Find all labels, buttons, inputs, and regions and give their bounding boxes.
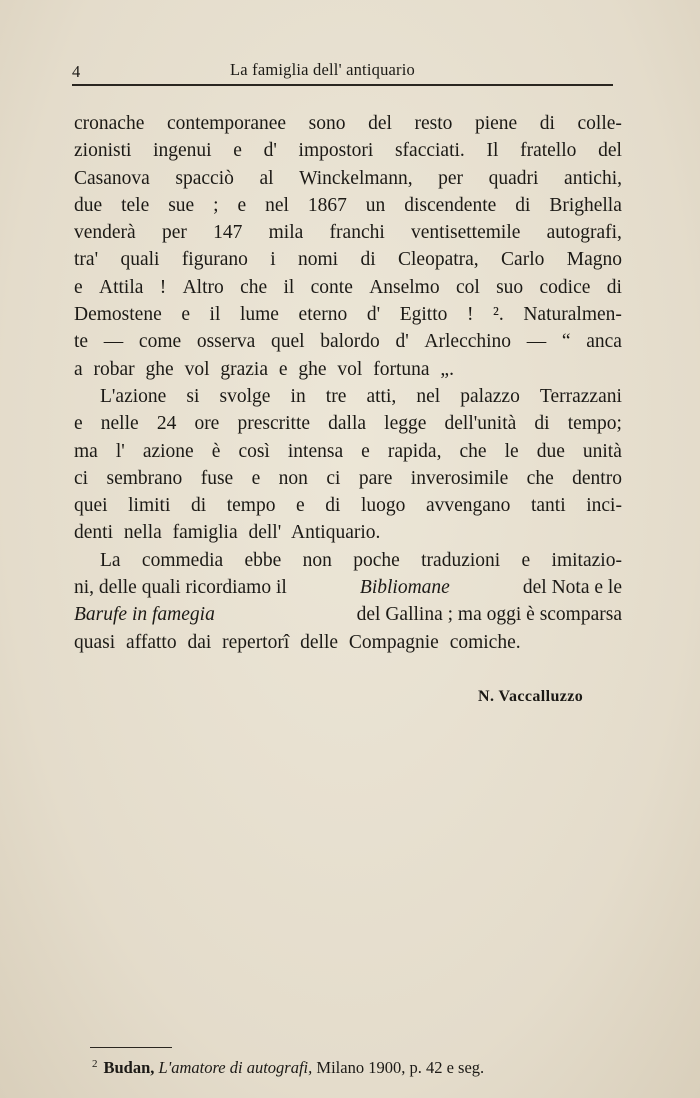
word: cronache bbox=[74, 113, 145, 134]
word: ci bbox=[74, 467, 89, 489]
word: del bbox=[368, 113, 392, 134]
paragraph-1 bbox=[74, 110, 622, 383]
paragraph-3 bbox=[74, 547, 622, 656]
word: 1867 bbox=[307, 194, 347, 216]
text-line bbox=[74, 274, 622, 301]
word: e bbox=[233, 140, 242, 162]
word: quel bbox=[270, 331, 305, 353]
word: Magno bbox=[566, 249, 622, 271]
word: La bbox=[100, 549, 121, 571]
word: tre bbox=[325, 385, 347, 407]
word: d' bbox=[395, 331, 409, 353]
word: tempo; bbox=[567, 413, 622, 435]
word: codice bbox=[539, 276, 591, 298]
word: col bbox=[455, 276, 480, 298]
author-signature: N. Vaccalluzzo bbox=[478, 688, 584, 705]
header-rule bbox=[72, 84, 613, 86]
word: Altro bbox=[182, 276, 224, 298]
word: Winckelmann, bbox=[299, 167, 413, 189]
word: Anselmo bbox=[369, 276, 440, 298]
word: palazzo bbox=[460, 385, 520, 407]
word: imitazio- bbox=[551, 549, 622, 571]
word: antichi, bbox=[564, 167, 622, 189]
word: fratello bbox=[520, 140, 577, 162]
word: quei bbox=[74, 495, 108, 517]
word: d' bbox=[263, 140, 277, 162]
word: e bbox=[521, 549, 531, 571]
word: 24 bbox=[156, 413, 177, 435]
word: due bbox=[536, 440, 565, 462]
word: non bbox=[278, 467, 308, 489]
word: rapida, bbox=[387, 440, 442, 462]
word: sono bbox=[308, 113, 346, 134]
word: ma bbox=[74, 440, 98, 462]
word: luogo bbox=[360, 495, 406, 517]
word: autografi, bbox=[546, 222, 622, 244]
word: — bbox=[103, 331, 124, 353]
word: limiti bbox=[128, 495, 171, 517]
word: piene bbox=[474, 113, 518, 134]
word: ingenui bbox=[153, 140, 212, 162]
word: atti, bbox=[366, 385, 397, 407]
word: zionisti bbox=[74, 140, 132, 162]
footnote-rule bbox=[90, 1047, 172, 1048]
paragraph-2 bbox=[74, 383, 622, 547]
word: balordo bbox=[320, 331, 380, 353]
word: tele bbox=[121, 194, 150, 216]
text-line bbox=[74, 383, 622, 410]
text-line bbox=[74, 137, 622, 164]
word: dentro bbox=[572, 467, 622, 489]
word: del bbox=[598, 140, 622, 162]
word: ; bbox=[213, 194, 219, 216]
word: azione bbox=[142, 440, 194, 462]
text-line: a robar ghe vol grazia e ghe vol fortuna „. bbox=[74, 358, 454, 380]
word: suo bbox=[496, 276, 524, 298]
word: prescritte bbox=[237, 413, 311, 435]
word: che bbox=[240, 276, 268, 298]
word: ventisettemile bbox=[411, 222, 521, 244]
text-line: quasi affatto dai repertorî delle Compagnie comiche. bbox=[74, 631, 521, 653]
word: Casanova bbox=[74, 167, 150, 189]
word: sue bbox=[168, 194, 195, 216]
word: di bbox=[539, 113, 555, 134]
word: non bbox=[302, 549, 332, 571]
word: tanti bbox=[530, 495, 566, 517]
word: d' bbox=[366, 304, 381, 326]
page-number: 4 bbox=[72, 62, 81, 81]
word: Carlo bbox=[501, 249, 545, 271]
word: Terrazzani bbox=[539, 385, 622, 407]
word: mila bbox=[268, 222, 304, 244]
word: come bbox=[138, 331, 182, 353]
word: tempo bbox=[226, 495, 276, 517]
word: Egitto bbox=[399, 304, 448, 326]
text-line bbox=[74, 219, 622, 246]
word: te bbox=[74, 331, 89, 353]
word: si bbox=[186, 385, 200, 407]
word: e bbox=[296, 495, 305, 517]
word: Brighella bbox=[549, 194, 622, 216]
word: conte bbox=[310, 276, 353, 298]
word: per bbox=[438, 167, 464, 189]
word: L'azione bbox=[100, 385, 167, 407]
word: discendente bbox=[404, 194, 497, 216]
word: pare bbox=[358, 467, 393, 489]
word: e bbox=[181, 304, 190, 326]
word: l' bbox=[115, 440, 125, 462]
word: ². bbox=[493, 304, 504, 326]
word: sembrano bbox=[106, 467, 183, 489]
word: tra' bbox=[74, 249, 99, 271]
word: le bbox=[504, 440, 519, 462]
word: di bbox=[190, 495, 207, 517]
word: franchi bbox=[329, 222, 385, 244]
word: nelle bbox=[100, 413, 139, 435]
running-header bbox=[70, 58, 615, 84]
word: anca bbox=[586, 331, 622, 353]
word: eterno bbox=[298, 304, 348, 326]
text-line bbox=[74, 328, 622, 355]
work-title-bibliomane: Bibliomane bbox=[359, 577, 450, 599]
word: così bbox=[238, 440, 270, 462]
word: e bbox=[74, 413, 83, 435]
text-line bbox=[74, 165, 622, 192]
word: traduzioni bbox=[421, 549, 501, 571]
word: commedia bbox=[141, 549, 224, 571]
text-line bbox=[74, 492, 622, 519]
word: fuse bbox=[200, 467, 234, 489]
word: di bbox=[606, 276, 622, 298]
word: impostori bbox=[298, 140, 374, 162]
word: al bbox=[259, 167, 274, 189]
word: il bbox=[209, 304, 221, 326]
running-title: La famiglia dell' antiquario bbox=[230, 60, 415, 79]
word: intensa bbox=[287, 440, 344, 462]
text-line bbox=[74, 438, 622, 465]
footnote bbox=[92, 1058, 484, 1078]
word: il bbox=[283, 276, 295, 298]
text-line bbox=[74, 601, 622, 628]
text-line bbox=[74, 465, 622, 492]
word: dell'unità bbox=[444, 413, 517, 435]
text-line bbox=[74, 110, 622, 137]
text-line bbox=[74, 192, 622, 219]
word: “ bbox=[561, 331, 571, 353]
word: di bbox=[325, 495, 341, 517]
word: e bbox=[74, 276, 83, 298]
text-run: del Gallina ; ma oggi è scomparsa bbox=[356, 604, 622, 626]
word: per bbox=[161, 222, 187, 244]
word: Il bbox=[486, 140, 499, 162]
word: svolge bbox=[219, 385, 271, 407]
word: legge bbox=[384, 413, 427, 435]
text-line bbox=[74, 410, 622, 437]
word: nomi bbox=[298, 249, 339, 271]
text-line: denti nella famiglia dell' Antiquario. bbox=[74, 522, 381, 544]
word: che bbox=[526, 467, 554, 489]
text-line bbox=[74, 574, 622, 601]
word: ci bbox=[326, 467, 341, 489]
word: Attila bbox=[98, 276, 144, 298]
footnote-citation: Milano 1900, p. 42 e seg. bbox=[316, 1058, 485, 1077]
word: di bbox=[360, 249, 376, 271]
word: colle- bbox=[577, 113, 622, 134]
word: un bbox=[365, 194, 386, 216]
word: e bbox=[237, 194, 247, 216]
word: Arlecchino bbox=[424, 331, 512, 353]
text-line bbox=[74, 246, 622, 273]
word: e bbox=[251, 467, 261, 489]
word: — bbox=[526, 331, 547, 353]
word: di bbox=[515, 194, 531, 216]
word: nel bbox=[416, 385, 441, 407]
word: nel bbox=[265, 194, 289, 216]
footnote-marker: 2 bbox=[92, 1058, 98, 1070]
word: inverosimile bbox=[410, 467, 509, 489]
word: Naturalmen- bbox=[523, 304, 622, 326]
word: che bbox=[459, 440, 487, 462]
word: quadri bbox=[488, 167, 539, 189]
word: unità bbox=[582, 440, 622, 462]
word: avvengano bbox=[425, 495, 511, 517]
word: Demostene bbox=[74, 304, 162, 326]
word: ebbe bbox=[244, 549, 282, 571]
word: figurano bbox=[181, 249, 248, 271]
body-text bbox=[74, 110, 622, 656]
word: di bbox=[534, 413, 550, 435]
word: ! bbox=[159, 276, 167, 298]
word: due bbox=[74, 194, 103, 216]
word: venderà bbox=[74, 222, 136, 244]
work-title-barufe: Barufe in famegia bbox=[74, 604, 215, 626]
word: Cleopatra, bbox=[398, 249, 479, 271]
text-line bbox=[74, 301, 622, 328]
text-line bbox=[74, 547, 622, 574]
word: poche bbox=[353, 549, 400, 571]
word: è bbox=[211, 440, 221, 462]
word: in bbox=[290, 385, 306, 407]
word: e bbox=[361, 440, 370, 462]
word: quali bbox=[120, 249, 160, 271]
word: resto bbox=[414, 113, 453, 134]
footnote-title: L'amatore di autografi, bbox=[158, 1058, 313, 1077]
word: dalla bbox=[328, 413, 367, 435]
word: contemporanee bbox=[166, 113, 287, 134]
word: i bbox=[270, 249, 276, 271]
text-run: del Nota e le bbox=[522, 577, 622, 599]
word: 147 bbox=[213, 222, 243, 244]
word: ore bbox=[194, 413, 220, 435]
word: spacciò bbox=[175, 167, 234, 189]
word: lume bbox=[239, 304, 279, 326]
word: ! bbox=[466, 304, 474, 326]
text-run: ni, delle quali ricordiamo il bbox=[74, 577, 287, 599]
word: inci- bbox=[586, 495, 622, 517]
footnote-author: Budan, bbox=[103, 1058, 155, 1077]
word: osserva bbox=[196, 331, 256, 353]
word: sfacciati. bbox=[394, 140, 465, 162]
